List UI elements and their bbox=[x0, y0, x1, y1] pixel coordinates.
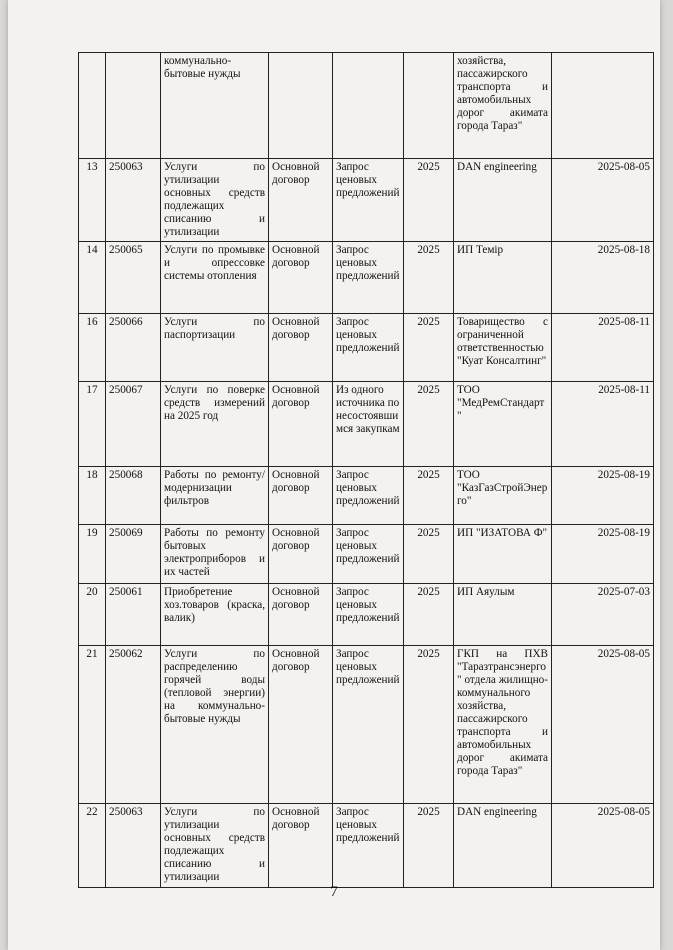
cell-supplier: DAN engineering bbox=[454, 804, 552, 888]
table-row bbox=[79, 584, 654, 646]
cell-supplier: ИП Аяулым bbox=[454, 584, 552, 646]
table-row bbox=[79, 646, 654, 804]
cell-number: 19 bbox=[79, 525, 106, 584]
cell-service-name: Услуги по распределению горячей воды (тепловой энергии) на коммунально-бытовые нужды bbox=[161, 646, 269, 804]
cell-procurement-method: Запрос ценовых предложений bbox=[333, 584, 404, 646]
cell-date: 2025-08-19 bbox=[552, 525, 654, 584]
cell-service-name: Услуги по промывке и опрессовке системы отопления bbox=[161, 242, 269, 314]
cell-number: 14 bbox=[79, 242, 106, 314]
cell-code: 250066 bbox=[106, 314, 161, 382]
cell-year: 2025 bbox=[404, 382, 454, 467]
cell-procurement-method bbox=[333, 53, 404, 159]
cell-contract-type: Основной договор bbox=[269, 159, 333, 242]
cell-date: 2025-08-11 bbox=[552, 382, 654, 467]
cell-contract-type: Основной договор bbox=[269, 804, 333, 888]
cell-code: 250061 bbox=[106, 584, 161, 646]
cell-code bbox=[106, 53, 161, 159]
cell-procurement-method: Запрос ценовых предложений bbox=[333, 242, 404, 314]
cell-contract-type bbox=[269, 53, 333, 159]
cell-number: 21 bbox=[79, 646, 106, 804]
cell-service-name: Приобретение хоз.товаров (краска, валик) bbox=[161, 584, 269, 646]
cell-date: 2025-08-18 bbox=[552, 242, 654, 314]
cell-contract-type: Основной договор bbox=[269, 467, 333, 525]
table-row bbox=[79, 314, 654, 382]
cell-date: 2025-07-03 bbox=[552, 584, 654, 646]
cell-procurement-method: Запрос ценовых предложений bbox=[333, 525, 404, 584]
cell-contract-type: Основной договор bbox=[269, 314, 333, 382]
cell-supplier: хозяйства, пассажирского транспорта и автомобильных дорог акимата города Тараз" bbox=[454, 53, 552, 159]
table-row bbox=[79, 467, 654, 525]
cell-year: 2025 bbox=[404, 804, 454, 888]
cell-supplier: ИП "ИЗАТОВА Ф" bbox=[454, 525, 552, 584]
table-row bbox=[79, 242, 654, 314]
cell-number: 16 bbox=[79, 314, 106, 382]
table-row bbox=[79, 382, 654, 467]
cell-service-name: Услуги по поверке средств измерений на 2025 год bbox=[161, 382, 269, 467]
cell-service-name: Работы по ремонту/модернизации фильтров bbox=[161, 467, 269, 525]
cell-year: 2025 bbox=[404, 525, 454, 584]
cell-contract-type: Основной договор bbox=[269, 646, 333, 804]
cell-supplier: ГКП на ПХВ "Таразтрансэнерго" отдела жилищно-коммунального хозяйства, пассажирского транспорта и автомобильных дорог акимата города Тараз" bbox=[454, 646, 552, 804]
cell-contract-type: Основной договор bbox=[269, 584, 333, 646]
cell-supplier: Товарищество с ограниченной ответственностью "Куат Консалтинг" bbox=[454, 314, 552, 382]
cell-date bbox=[552, 53, 654, 159]
cell-date: 2025-08-05 bbox=[552, 159, 654, 242]
table-row bbox=[79, 525, 654, 584]
cell-date: 2025-08-05 bbox=[552, 804, 654, 888]
cell-number: 18 bbox=[79, 467, 106, 525]
cell-service-name: Работы по ремонту бытовых электроприборов и их частей bbox=[161, 525, 269, 584]
cell-code: 250063 bbox=[106, 159, 161, 242]
cell-procurement-method: Запрос ценовых предложений bbox=[333, 159, 404, 242]
table-row bbox=[79, 53, 654, 159]
cell-number bbox=[79, 53, 106, 159]
cell-code: 250063 bbox=[106, 804, 161, 888]
table-row bbox=[79, 159, 654, 242]
cell-year bbox=[404, 53, 454, 159]
cell-procurement-method: Запрос ценовых предложений bbox=[333, 646, 404, 804]
cell-procurement-method: Запрос ценовых предложений bbox=[333, 804, 404, 888]
cell-code: 250069 bbox=[106, 525, 161, 584]
cell-number: 17 bbox=[79, 382, 106, 467]
cell-supplier: ТОО "КазГазСтройЭнерго" bbox=[454, 467, 552, 525]
cell-supplier: ИП Темір bbox=[454, 242, 552, 314]
cell-procurement-method: Запрос ценовых предложений bbox=[333, 467, 404, 525]
cell-year: 2025 bbox=[404, 646, 454, 804]
cell-procurement-method: Из одного источника по несостоявшимся закупкам bbox=[333, 382, 404, 467]
cell-contract-type: Основной договор bbox=[269, 525, 333, 584]
cell-date: 2025-08-05 bbox=[552, 646, 654, 804]
cell-year: 2025 bbox=[404, 314, 454, 382]
document-page bbox=[8, 0, 660, 950]
cell-year: 2025 bbox=[404, 242, 454, 314]
cell-date: 2025-08-11 bbox=[552, 314, 654, 382]
cell-supplier: ТОО "МедРемСтандарт" bbox=[454, 382, 552, 467]
cell-contract-type: Основной договор bbox=[269, 242, 333, 314]
cell-service-name: Услуги по утилизации основных средств подлежащих списанию и утилизации bbox=[161, 804, 269, 888]
cell-year: 2025 bbox=[404, 159, 454, 242]
procurement-table bbox=[78, 52, 654, 888]
cell-number: 20 bbox=[79, 584, 106, 646]
cell-contract-type: Основной договор bbox=[269, 382, 333, 467]
cell-service-name: коммунально-бытовые нужды bbox=[161, 53, 269, 159]
cell-service-name: Услуги по паспортизации bbox=[161, 314, 269, 382]
cell-code: 250068 bbox=[106, 467, 161, 525]
cell-year: 2025 bbox=[404, 584, 454, 646]
cell-code: 250067 bbox=[106, 382, 161, 467]
cell-number: 13 bbox=[79, 159, 106, 242]
table-row bbox=[79, 804, 654, 888]
cell-year: 2025 bbox=[404, 467, 454, 525]
cell-code: 250065 bbox=[106, 242, 161, 314]
cell-date: 2025-08-19 bbox=[552, 467, 654, 525]
page-number: 7 bbox=[330, 884, 338, 900]
cell-service-name: Услуги по утилизации основных средств подлежащих списанию и утилизации bbox=[161, 159, 269, 242]
cell-number: 22 bbox=[79, 804, 106, 888]
cell-code: 250062 bbox=[106, 646, 161, 804]
cell-supplier: DAN engineering bbox=[454, 159, 552, 242]
cell-procurement-method: Запрос ценовых предложений bbox=[333, 314, 404, 382]
